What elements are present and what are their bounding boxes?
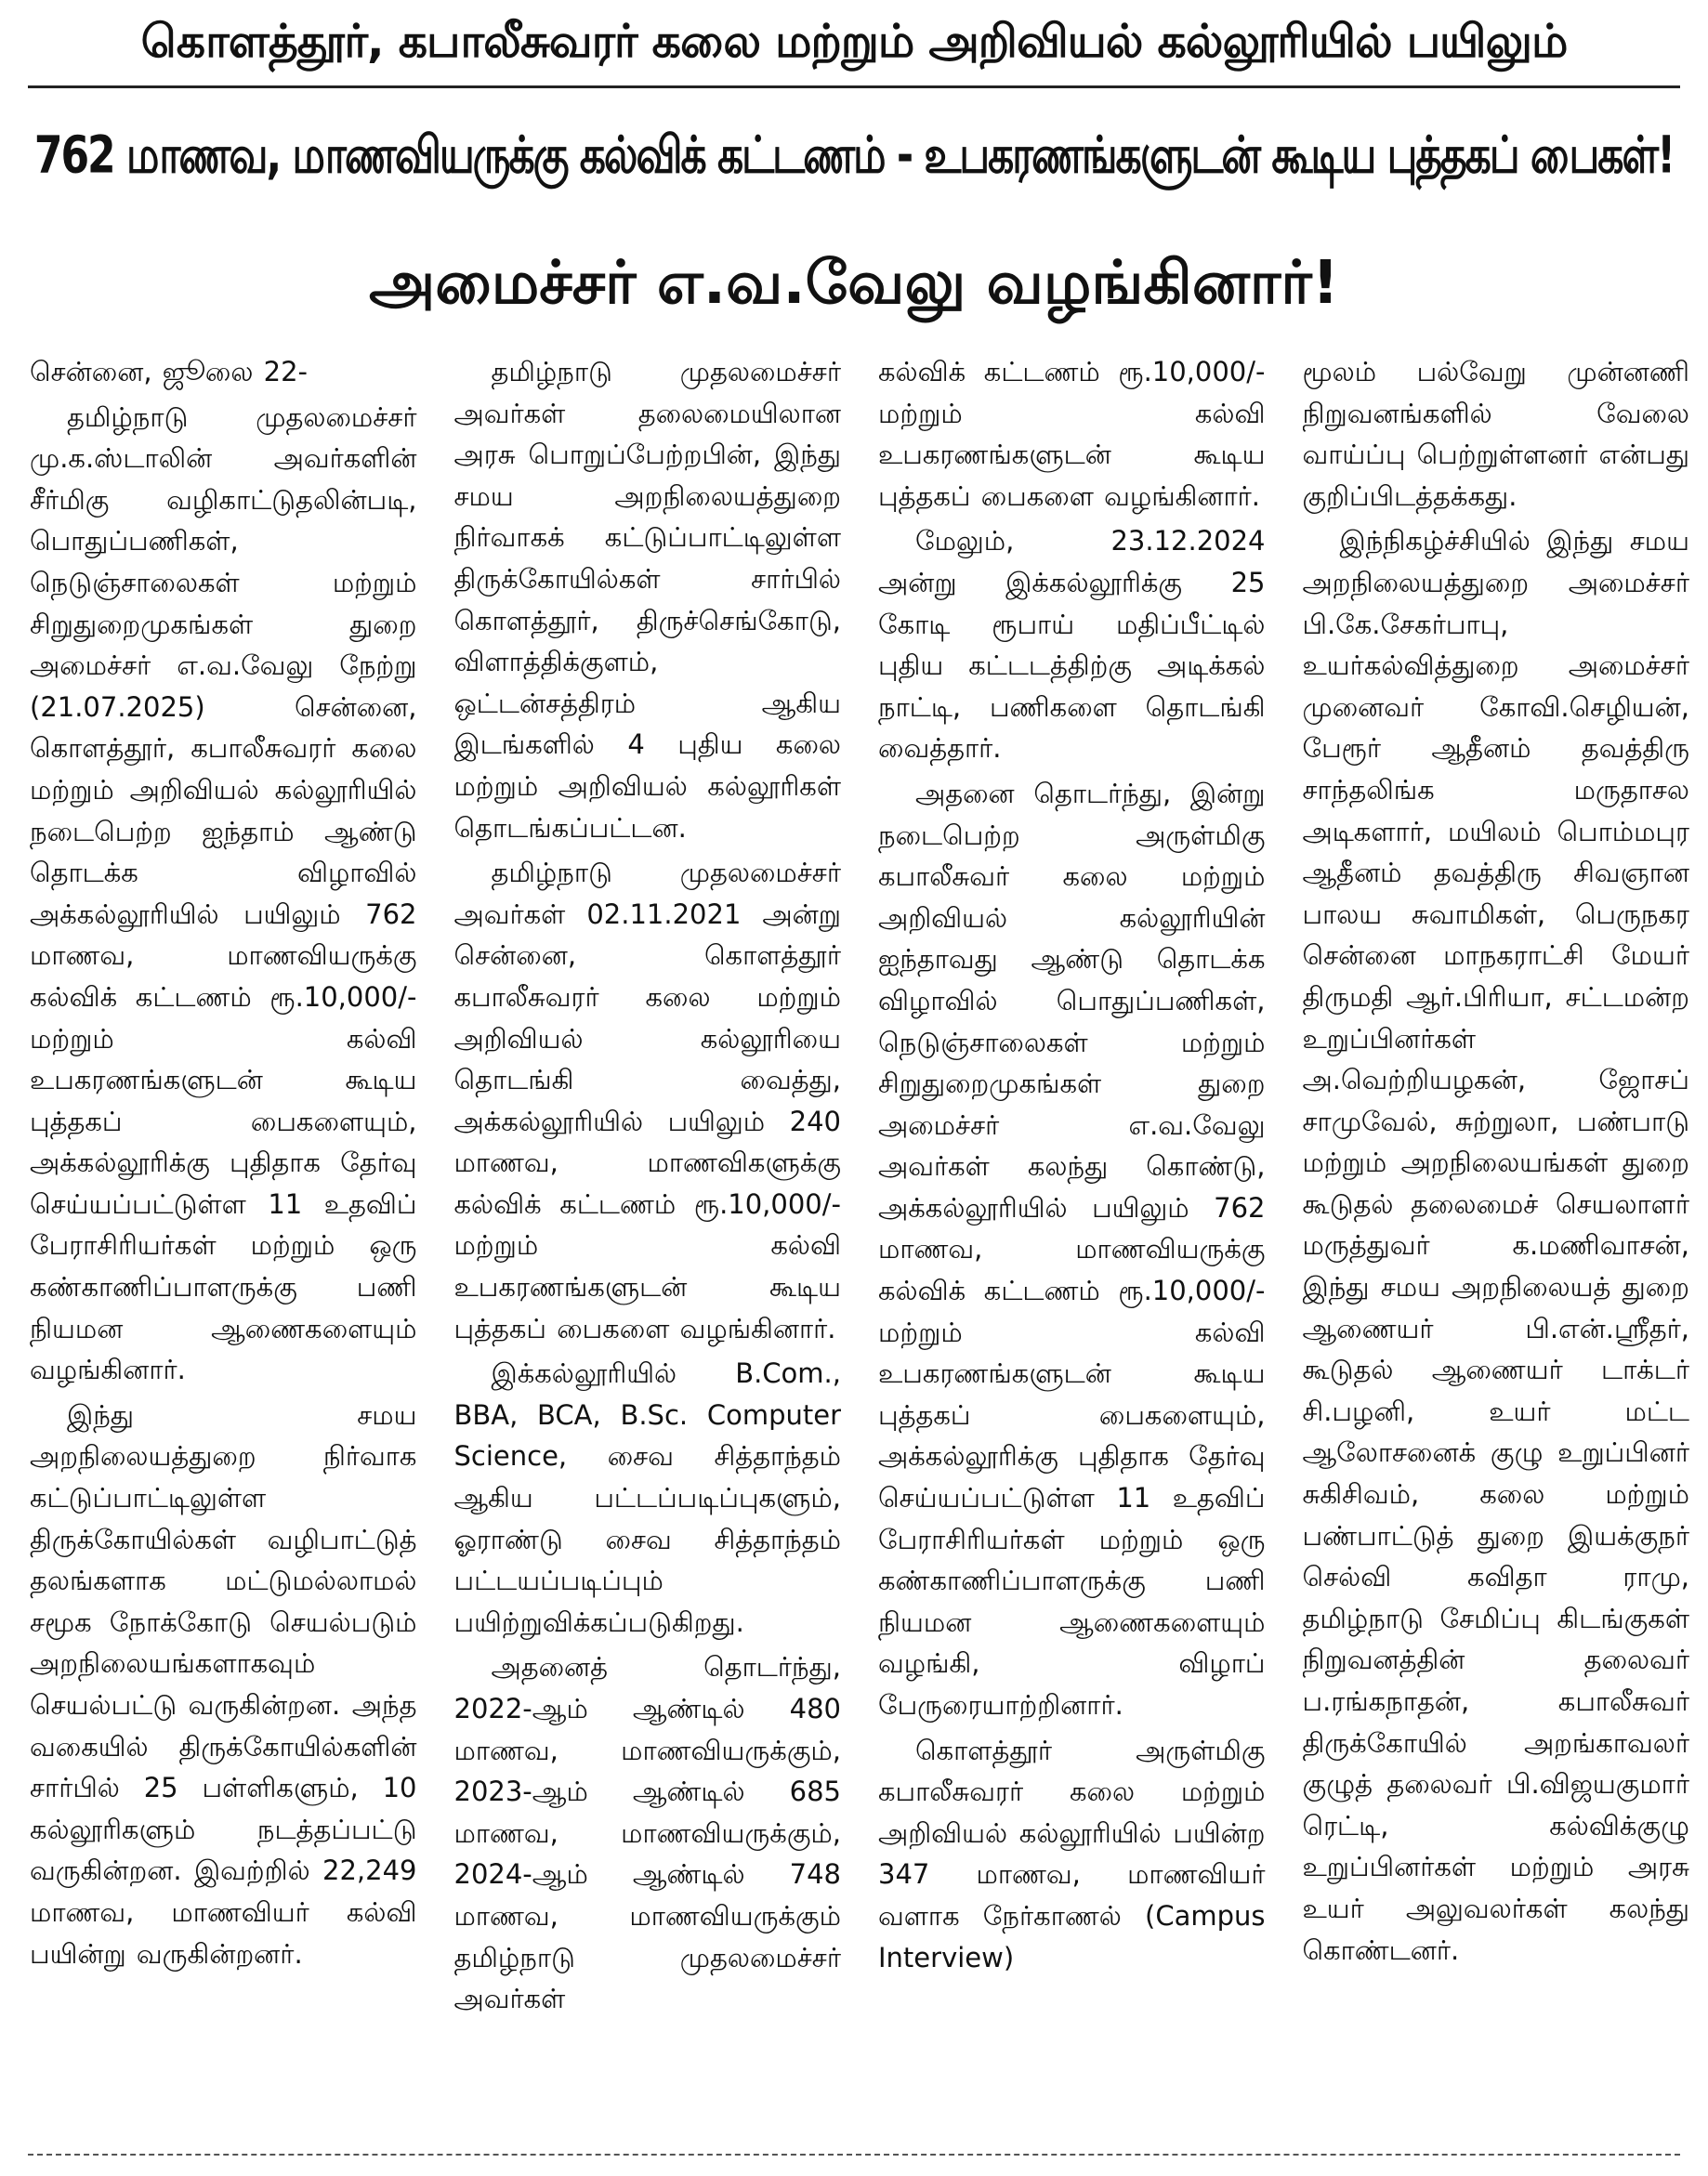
column-3 xyxy=(878,351,1266,2133)
paragraph: இந்து சமய அறநிலையத்துறை நிர்வாக கட்டுப்பாட்டிலுள்ள திருக்கோயில்கள் வழிபாட்டுத் தலங்களாக மட்டுமல்லாமல் சமூக நோக்கோடு செயல்படும் அறநிலையங்களாகவும் செயல்பட்டு வருகின்றன. அந்த வகையில் திருக்கோயில்களின் சார்பில் 25 பள்ளிகளும், 10 கல்லூரிகளும் நடத்தப்பட்டு வருகின்றன. இவற்றில் 22,249 மாணவ, மாணவியர் கல்வி பயின்று வருகின்றனர். xyxy=(30,1398,417,1970)
paragraph: தமிழ்நாடு முதலமைச்சர் அவர்கள் தலைமையிலான அரசு பொறுப்பேற்றபின், இந்து சமய அறநிலையத்துறை நிர்வாகக் கட்டுப்பாட்டிலுள்ள திருக்கோயில்கள் சார்பில் கொளத்தூர், திருச்செங்கோடு, விளாத்திக்குளம், ஒட்டன்சத்திரம் ஆகிய இடங்களில் 4 புதிய கலை மற்றும் அறிவியல் கல்லூரிகள் தொடங்கப்பட்டன. xyxy=(453,356,841,844)
paragraph: இக்கல்லூரியில் B.Com., BBA, BCA, B.Sc. Computer Science, சைவ சித்தாந்தம் ஆகிய பட்டப்படிப்புகளும், ஓராண்டு சைவ சித்தாந்தம் பட்டயப்படிப்பும் பயிற்றுவிக்கப்படுகிறது. xyxy=(453,1357,841,1638)
paragraph: கொளத்தூர் அருள்மிகு கபாலீசுவரர் கலை மற்றும் அறிவியல் கல்லூரியில் பயின்ற 347 மாணவ, மாணவியர் வளாக நேர்காணல் (Campus Interview) xyxy=(878,1734,1266,1973)
bottom-divider xyxy=(28,2154,1680,2156)
paragraph: தமிழ்நாடு முதலமைச்சர் அவர்கள் 02.11.2021 அன்று சென்னை, கொளத்தூர் கபாலீசுவரர் கலை மற்றும் அறிவியல் கல்லூரியை தொடங்கி வைத்து, அக்கல்லூரியில் பயிலும் 240 மாணவ, மாணவிகளுக்கு கல்விக் கட்டணம் ரூ.10,000/- மற்றும் கல்வி உபகரணங்களுடன் கூடிய புத்தகப் பைகளை வழங்கினார். xyxy=(453,857,841,1344)
paragraph: தமிழ்நாடு முதலமைச்சர் மு.க.ஸ்டாலின் அவர்களின் சீர்மிகு வழிகாட்டுதலின்படி, பொதுப்பணிகள், நெடுஞ்சாலைகள் மற்றும் சிறுதுறைமுகங்கள் துறை அமைச்சர் எ.வ.வேலு நேற்று (21.07.2025) சென்னை, கொளத்தூர், கபாலீசுவரர் கலை மற்றும் அறிவியல் கல்லூரியில் நடைபெற்ற ஐந்தாம் ஆண்டு தொடக்க விழாவில் அக்கல்லூரியில் பயிலும் 762 மாணவ, மாணவியருக்கு கல்விக் கட்டணம் ரூ.10,000/- மற்றும் கல்வி உபகரணங்களுடன் கூடிய புத்தகப் பைகளையும், அக்கல்லூரிக்கு புதிதாக தேர்வு செய்யப்பட்டுள்ள 11 உதவிப் பேராசிரியர்கள் மற்றும் ஒரு கண்காணிப்பாளருக்கு பணி நியமன ஆணைகளையும் வழங்கினார். xyxy=(30,400,417,1386)
dateline: சென்னை, ஜூலை 22- xyxy=(30,356,309,387)
paragraph: கல்விக் கட்டணம் ரூ.10,000/- மற்றும் கல்வி உபகரணங்களுடன் கூடிய புத்தகப் பைகளை வழங்கினார். xyxy=(878,356,1266,512)
paragraph: இந்நிகழ்ச்சியில் இந்து சமய அறநிலையத்துறை அமைச்சர் பி.கே.சேகர்பாபு, உயர்கல்வித்துறை அமைச்சர் முனைவர் கோவி.செழியன், பேரூர் ஆதீனம் தவத்திரு சாந்தலிங்க மருதாசல அடிகளார், மயிலம் பொம்மபுர ஆதீனம் தவத்திரு சிவஞான பாலய சுவாமிகள், பெருநகர சென்னை மாநகராட்சி மேயர் திருமதி ஆர்.பிரியா, சட்டமன்ற உறுப்பினர்கள் அ.வெற்றியழகன், ஜோசப் சாமுவேல், சுற்றுலா, பண்பாடு மற்றும் அறநிலையங்கள் துறை கூடுதல் தலைமைச் செயலாளர் மருத்துவர் க.மணிவாசன், இந்து சமய அறநிலையத் துறை ஆணையர் பி.என்.ஸ்ரீதர், கூடுதல் ஆணையர் டாக்டர் சி.பழனி, உயர் மட்ட ஆலோசனைக் குழு உறுப்பினர் சுகிசிவம், கலை மற்றும் பண்பாட்டுத் துறை இயக்குநர் செல்வி கவிதா ராமு, தமிழ்நாடு சேமிப்பு கிடங்குகள் நிறுவனத்தின் தலைவர் ப.ரங்கநாதன், கபாலீசுவர் திருக்கோயில் அறங்காவலர் குழுத் தலைவர் பி.விஜயகுமார் ரெட்டி, கல்விக்குழு உறுப்பினர்கள் மற்றும் அரசு உயர் அலுவலர்கள் கலந்து கொண்டனர். xyxy=(1302,525,1689,1966)
column-2 xyxy=(454,351,842,2133)
sub-headline: அமைச்சர் எ.வ.வேலு வழங்கினார்! xyxy=(369,249,1339,318)
paragraph: அதனைத் தொடர்ந்து, 2022-ஆம் ஆண்டில் 480 மாணவ, மாணவியருக்கும், 2023-ஆம் ஆண்டில் 685 மாணவ, மாணவியருக்கும், 2024-ஆம் ஆண்டில் 748 மாணவ, மாணவியருக்கும் தமிழ்நாடு முதலமைச்சர் அவர்கள் xyxy=(453,1651,841,2015)
paragraph: மேலும், 23.12.2024 அன்று இக்கல்லூரிக்கு 25 கோடி ரூபாய் மதிப்பீட்டில் புதிய கட்டடத்திற்கு அடிக்கல் நாட்டி, பணிகளை தொடங்கி வைத்தார். xyxy=(878,525,1266,765)
article-body xyxy=(30,351,1689,2133)
paragraph: மூலம் பல்வேறு முன்னணி நிறுவனங்களில் வேலை வாய்ப்பு பெற்றுள்ளனர் என்பது குறிப்பிடத்தக்கது. xyxy=(1302,356,1689,512)
main-headline: 762 மாணவ, மாணவியருக்கு கல்விக் கட்டணம் - உபகரணங்களுடன் கூடிய புத்தகப் பைகள்! xyxy=(33,125,1675,186)
kicker-headline: கொளத்தூர், கபாலீசுவரர் கலை மற்றும் அறிவியல் கல்லூரியில் பயிலும் xyxy=(140,15,1568,68)
column-4 xyxy=(1303,351,1690,2133)
paragraph: அதனை தொடர்ந்து, இன்று நடைபெற்ற அருள்மிகு கபாலீசுவர் கலை மற்றும் அறிவியல் கல்லூரியின் ஐந்தாவது ஆண்டு தொடக்க விழாவில் பொதுப்பணிகள், நெடுஞ்சாலைகள் மற்றும் சிறுதுறைமுகங்கள் துறை அமைச்சர் எ.வ.வேலு அவர்கள் கலந்து கொண்டு, அக்கல்லூரியில் பயிலும் 762 மாணவ, மாணவியருக்கு கல்விக் கட்டணம் ரூ.10,000/- மற்றும் கல்வி உபகரணங்களுடன் கூடிய புத்தகப் பைகளையும், அக்கல்லூரிக்கு புதிதாக தேர்வு செய்யப்பட்டுள்ள 11 உதவிப் பேராசிரியர்கள் மற்றும் ஒரு கண்காணிப்பாளருக்கு பணி நியமன ஆணைகளையும் வழங்கி, விழாப் பேருரையாற்றினார். xyxy=(878,777,1266,1721)
column-1 xyxy=(30,351,417,2133)
